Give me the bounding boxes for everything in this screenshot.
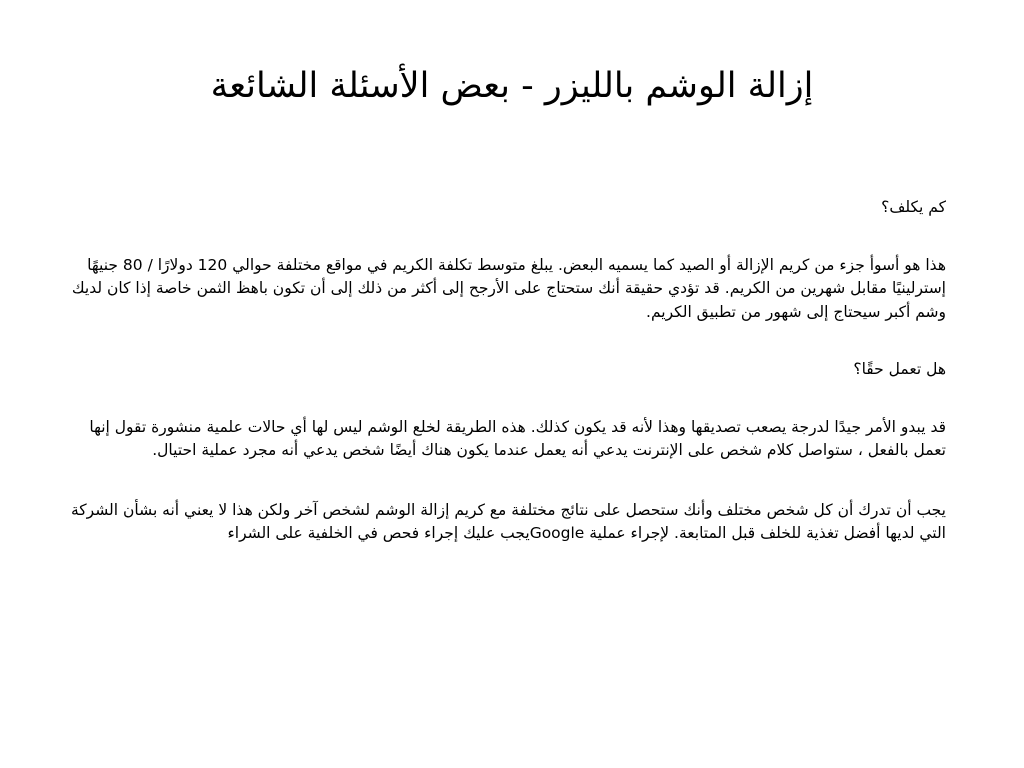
question-effectiveness: هل تعمل حقًا؟ [853, 360, 946, 378]
slide-title: إزالة الوشم بالليزر - بعض الأسئلة الشائعة [210, 66, 814, 106]
slide-body [68, 196, 946, 546]
paragraph-advice: يجب أن تدرك أن كل شخص مختلف وأنك ستحصل على نتائج مختلفة مع كريم إزالة الوشم لشخص آخر ولكن هذا لا يعني أنه بشأن الشركة التي لديها أفضل تغذية للخلف قبل المتابعة. لإجراء عملية Googleيجب عليك إجراء فحص في الخلفية على الشراء [70, 500, 946, 542]
question-cost: كم يكلف؟ [881, 198, 946, 216]
answer-cost: هذا هو أسوأ جزء من كريم الإزالة أو الصيد كما يسميه البعض. يبلغ متوسط تكلفة الكريم في مواقع مختلفة حوالي 120 دولارًا / 80 جنيهًا إسترلينيًا مقابل شهرين من الكريم. قد تؤدي حقيقة أنك ستحتاج على الأرجح إلى أكثر من ذلك إلى أن تكون باهظ الثمن خاصة إذا كان لديك وشم أكبر سيحتاج إلى شهور من تطبيق الكريم. [71, 255, 946, 321]
answer-effectiveness: قد يبدو الأمر جيدًا لدرجة يصعب تصديقها وهذا لأنه قد يكون كذلك. هذه الطريقة لخلع الوشم ليس لها أي حالات علمية منشورة تقول إنها تعمل بالفعل ، ستواصل كلام شخص على الإنترنت يدعي أنه يعمل عندما يكون هناك أيضًا شخص يدعي أنه مجرد عملية احتيال. [89, 417, 946, 459]
